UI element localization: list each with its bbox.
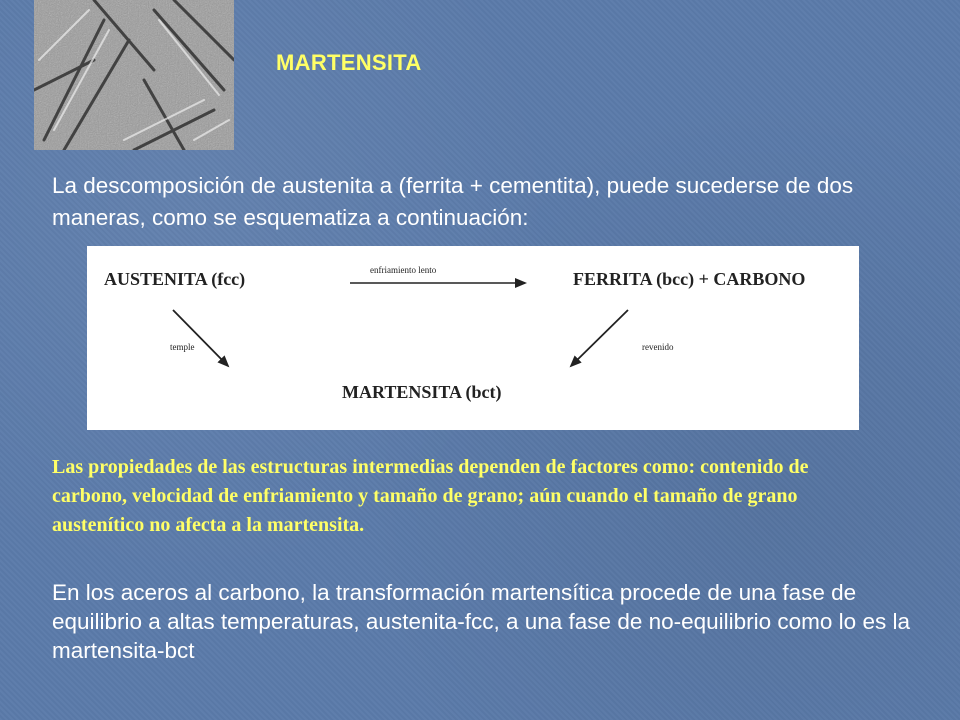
austenita-label: AUSTENITA (fcc) — [104, 269, 246, 289]
enfriamiento-label: enfriamiento lento — [370, 265, 437, 275]
transformation-paragraph: En los aceros al carbono, la transformación martensítica procede de una fase de equilibrio a altas temperaturas, austenita-fcc, a una fase de no-equilibrio como lo es la martensita-bct — [52, 580, 910, 663]
ferrita-label: FERRITA (bcc) + CARBONO — [573, 269, 806, 289]
diagram-arrows — [87, 246, 859, 430]
phase-transformation-diagram — [87, 246, 859, 430]
martensite-micrograph — [34, 0, 234, 150]
intro-paragraph: La descomposición de austenita a (ferrita + cementita), puede sucederse de dos maneras, como se esquematiza a continuación: — [52, 173, 854, 230]
revenido-label: revenido — [642, 342, 674, 352]
temple-label: temple — [170, 342, 195, 352]
arrow-quench — [173, 310, 228, 366]
slide-title: MARTENSITA — [276, 50, 422, 75]
martensita-label: MARTENSITA (bct) — [342, 382, 502, 402]
properties-paragraph: Las propiedades de las estructuras intermedias dependen de factores como: contenido de carbono, velocidad de enfriamiento y tamaño de grano; aún cuando el tamaño de grano austenítico no afecta a la martensita. — [52, 456, 809, 536]
arrow-tempering — [571, 310, 628, 366]
micrograph-image — [34, 0, 234, 150]
